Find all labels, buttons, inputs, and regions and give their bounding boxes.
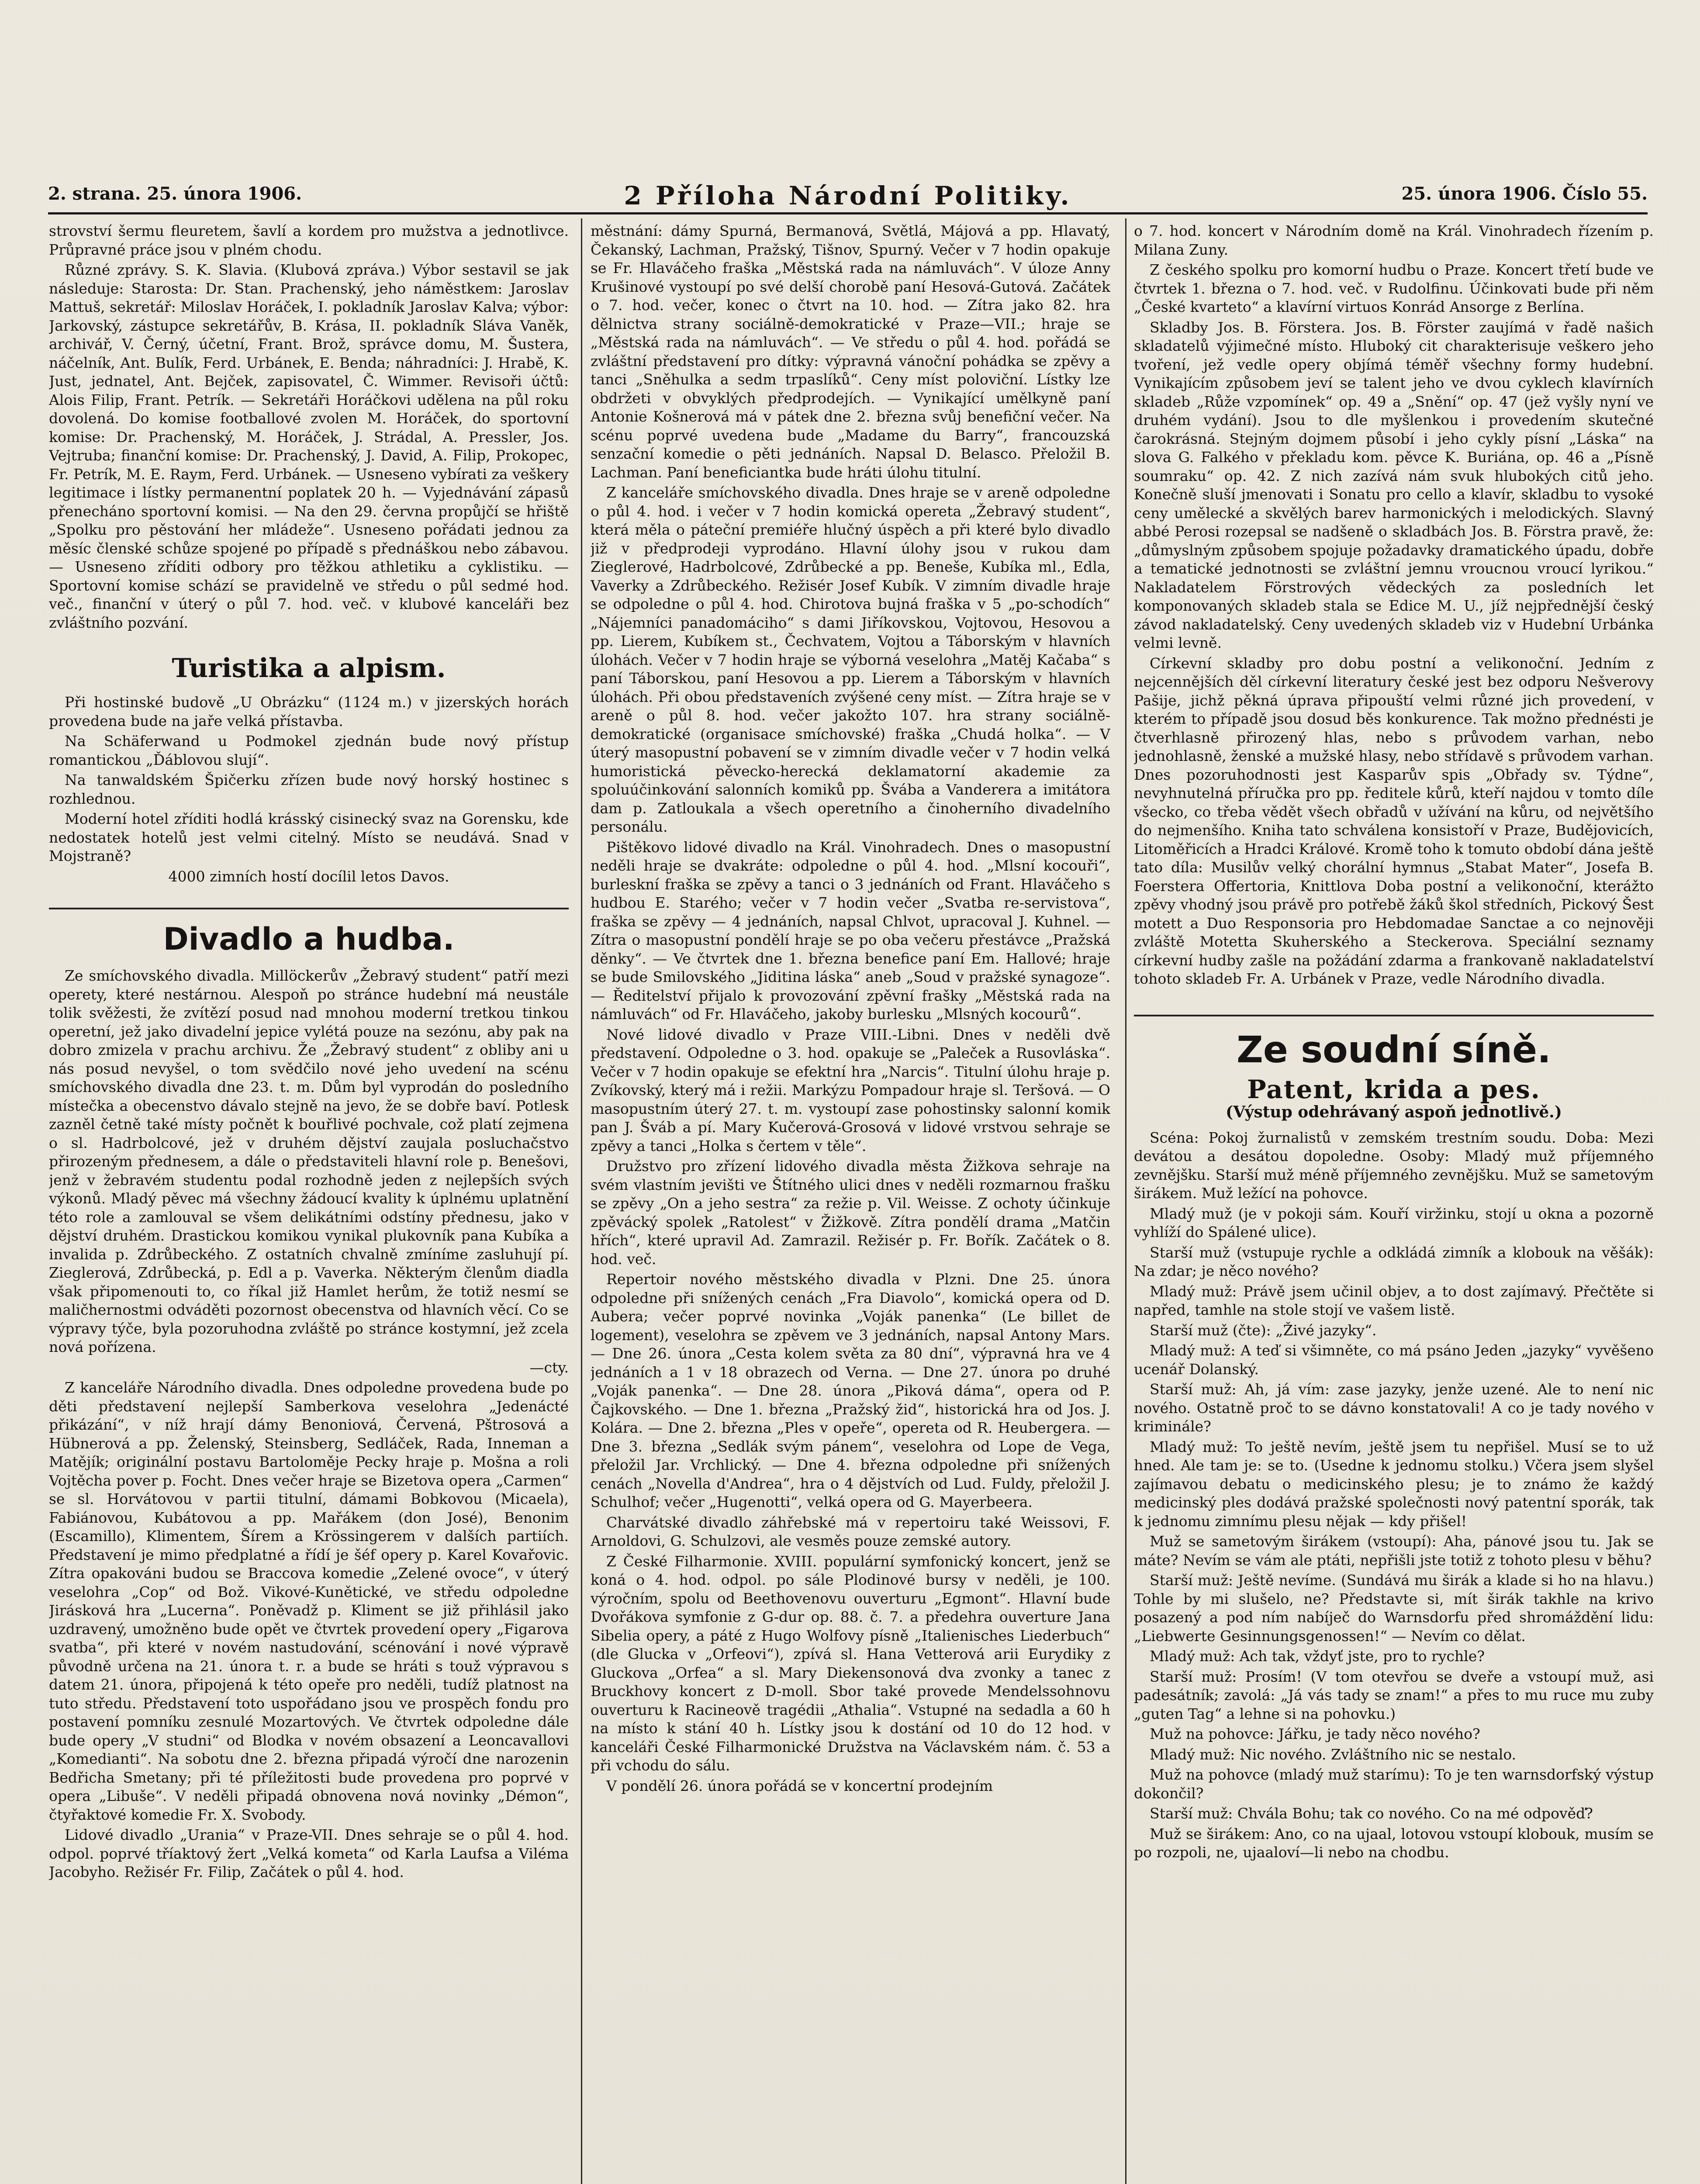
- paragraph: Moderní hotel zříditi hodlá krásský cisinecký svaz na Gorensku, kde nedostatek hotelů jest velmi citelný. Místo se neudává. Snad v Mojstraně?: [49, 810, 569, 864]
- column-2: [591, 222, 1110, 2184]
- paragraph: Mladý muž (je v pokoji sám. Kouří viržinku, stojí u okna a pozorně vyhlíží do Spálené ulice).: [1134, 1205, 1654, 1241]
- paragraph: Z kanceláře Národního divadla. Dnes odpoledne provedena bude po děti představení nejlepší Samberkova veselohra „Jedenácté přikázání“, v níž hrají dámy Benoniová, Červená, Pštrosová a Hübnerová a pp. Želenský, Steinsberg, Sedláček, Rada, Inneman a Matějík; originální postavu Bartoloměje Pecky hraje p. Mošna a roli Vojtěcha pover p. Focht. Dnes večer hraje se Bizetova opera „Carmen“ se sl. Horvátovou v partii titulní, dámami Bobkovou (Micaela), Fabiánovou, Kubátovou a pp. Mařákem (don José), Benonim (Escamillo), Klimentem, Šírem a Krössingerem v dalších partiích. Představení je mimo předplatné a řídí je šéf opery p. Karel Kovařovic. Zítra opakováni budou se Braccova komedie „Zelené ovoce“, v úterý veselohra „Cop“ od Bož. Vikové-Kunětické, ve středu odpoledne Jirásková hra „Lucerna“. Poněvadž p. Kliment se již přihlásil jako uzdravený, umožněno bude opět ve čtvrtek provedení opery „Figarova svatba“, při které v novém nastudování, scénování i nové výpravě původně určena na 21. února t. r. a bude se hráti s touž výpravou s datem 21. února, připojená k této opeře pro neděli, tudíž platnost na tuto středu. Představení toto uspořádano jsou ve prospěch fondu pro postavení pomníku zesnulé Mozartových. Ve čtvrtek odpoledne dále bude opery „V studni“ od Blodka v novém obsazení a Leoncavallovi „Komedianti“. Na sobotu dne 2. března připadá výročí dne narozenin Bedřicha Smetany; při té příležitosti bude provedena pro poprvé v opera „Libuše“. V neděli připadá obnovena nová novinky „Démon“, čtyřaktové komedie Fr. X. Svobody.: [49, 1379, 569, 1823]
- paragraph: Skladby Jos. B. Förstera. Jos. B. Förster zaujímá v řadě našich skladatelů výjimečné místo. Hluboký cit charakterisuje veškero jeho tvoření, jež vedle opery objímá téměř všechny formy hudební. Vynikajícím způsobem jeví se talent jeho ve dvou cyklech klavírních skladeb „Růže vzpomínek“ op. 49 a „Snění“ op. 47 (jež vyšly nyní ve druhém vydání). Jsou to dle myšlenkou i provedením skutečné čarokrásná. Stejným dojmem působí i jeho cykly písní „Láska“ na slova G. Falkého v překladu kom. pěvce K. Buriána, op. 46 a „Písně soumraku“ op. 42. Z nich zazívá nám svuk hlubokých citů jeho. Konečně sluší jmenovati i Sonatu pro cello a klavír, skladbu to vysoké ceny umělecké a skvělých barev harmonických i melodických. Slavný abbé Perosi rozepsal se nadšeně o skladbách Jos. B. Förstra pravě, že: „důmyslným způsobem spojuje požadavky dramatického úpadu, dobře a tematické jednotnosti se zvláštní jemnu vroucnou vroucí lyrikou.“ Nakladatelem Förstrových vědeckých za posledních let komponovaných skladeb stala se Edice M. U., jíž nejpřednější český závod nakladatelský. Ceny uvedených skladeb viz v Hudební Urbánka velmi levně.: [1134, 318, 1654, 651]
- paragraph: Mladý muž: To ještě nevím, ještě jsem tu nepřišel. Musí se to už hned. Ale tam je: se to. (Usedne k jednomu stolku.) Včera jsem slyšel zajímavou debatu o medicinského plesu; je to známo že každý medicinský ples dodává pražské společnosti nový patentní sporák, tak k jednomu zimnímu plesu nějak — kdy přišel!: [1134, 1438, 1654, 1530]
- paragraph: Scéna: Pokoj žurnalistů v zemském trestním soudu. Doba: Mezi devátou a desátou dopoledne. Osoby: Mladý muž příjemného zevnějšku. Starší muž méně příjemného zevnějšku. Muž se sametovým širákem. Muž ležící na pohovce.: [1134, 1129, 1654, 1202]
- paragraph: Repertoir nového městského divadla v Plzni. Dne 25. února odpoledne při snížených cenách „Fra Diavolo“, komická opera od D. Aubera; večer poprvé novinka „Voják panenka“ (Le billet de logement), veselohra se zpěvem ve 3 jednáních, napsal Antony Mars. — Dne 26. února „Cesta kolem světa za 80 dní“, výpravná hra ve 4 jednáních a 1 v 18 obrazech od Verna. — Dne 27. února po druhé „Voják panenka“. — Dne 28. února „Piková dáma“, opera od P. Čajkovského. — Dne 1. března „Pražský žid“, historická hra od Jos. J. Kolára. — Dne 2. března „Ples v opeře“, opereta od R. Heubergera. — Dne 3. března „Sedlák svým pánem“, veselohra od Lope de Vega, přeložil Jar. Vrchlický. — Dne 4. března odpoledne při snížených cenách „Novella d'Andrea“, hra o 4 dějstvích od Lud. Fuldy, přeložil J. Schulhof; večer „Hugenotti“, velká opera od G. Mayerbeera.: [591, 1271, 1110, 1510]
- article-subtitle: (Výstup odehrávaný aspoň jednotlivě.): [1226, 1103, 1562, 1122]
- paragraph: Mladý muž: Nic nového. Zvláštního nic se nestalo.: [1150, 1745, 1517, 1763]
- paragraph: Charvátské divadlo záhřebské má v repertoiru také Weissovi, F. Arnoldovi, G. Schulzovi, ale vesměs pouze zemské autory.: [591, 1514, 1110, 1549]
- paragraph: V pondělí 26. února pořádá se v koncertní prodejním: [606, 1777, 993, 1794]
- paragraph: Nové lidové divadlo v Praze VIII.-Libni. Dnes v neděli dvě představení. Odpoledne o 3. hod. opakuje se „Paleček a Rusovláska“. Večer v 7 hodin opakuje se efektní hra „Narcis“. Titulní úlohu hraje p. Zvíkovský, který má i režii. Markýzu Pompadour hraje sl. Teršová. — O masopustním úterý 27. t. m. vystoupí zase pohostinsky salonní komik pan J. Šváb a pí. Mary Kučerová-Grosová v lidové vrstvou sehraje se zpěvy a tanci „Holka s čertem v těle“.: [591, 1026, 1110, 1154]
- article-title: Patent, krida a pes.: [1247, 1074, 1541, 1104]
- paragraph: strovství šermu fleuretem, šavlí a kordem pro mužstva a jednotlivce. Průpravné práce jsou v plném chodu.: [49, 222, 569, 258]
- paragraph: Mladý muž: Ach tak, vždyť jste, pro to rychle?: [1150, 1648, 1485, 1665]
- paragraph: Ze smíchovského divadla. Millöckerův „Žebravý student“ patří mezi operety, které nestárnou. Alespoň po stránce hudební má neustále tolik svěžesti, že zvítězí posud nad mnohou moderní tretkou tinkou operetní, jež jako divadelní jepice vylétá pouze na sezónu, aby pak na dobro zmizela v prachu archivu. Že „Žebravý student“ z obliby ani u nás posud nevyšel, o tom svědčilo nové jeho uvedení na scénu smíchovského divadla dne 23. t. m. Dům byl vyprodán do posledního místečka a obecenstvo dávalo stejně na jevo, že se dobře baví. Potlesk zazněl četně také místy počnět k bouřlivé pochvale, což platí zejmena o sl. Hadrbolcové, jež v druhém dějství zaujala posluchačstvo přirozeným přednesem, a dále o představiteli hlavní role p. Benešovi, jenž v žebravém studentu podal rozhodně jeden z nejlepších svých výkonů. Mladý pěvec má všechny žádoucí kvality k úplnému uplatnění této role a zamlouval se všem delikátními odstíny přednesu, jako v dějství druhém. Drastickou komikou vynikal plukovník pana Kubíka a invalida p. Zdrůbeckého. Z ostatních chvalně zmíníme zasluhují pí. Zieglerová, Zdrůbecká, p. Edl a p. Vaverka. Některým členům diadla však připomenouti to, co říkal již Hamlet herům, že totiž nesmí se maličhernostmi odváděti pozornost obecenstva od hlavních věcí. Co se výpravy týče, byla pozoruhodna zvláště po stránce kostymní, jež zcela nová pořízena.: [49, 967, 569, 1355]
- paragraph: Lidové divadlo „Urania“ v Praze-VII. Dnes sehraje se o půl 4. hod. odpol. poprvé tříaktový žert „Velká kometa“ od Karla Laufsa a Viléma Jacobyho. Režisér Fr. Filip, Začátek o půl 4. hod.: [49, 1826, 569, 1880]
- column-divider: [1125, 218, 1126, 2184]
- paragraph: Starší muž: Ah, já vím: zase jazyky, jenže uzené. Ale to není nic nového. Ostatně proč to se dávno konstatovali! A co je tady nového v kriminále?: [1134, 1381, 1654, 1435]
- paragraph: Z kanceláře smíchovského divadla. Dnes hraje se v areně odpoledne o půl 4. hod. i večer v 7 hodin komická opereta „Žebravý student“, která měla o páteční premiéře hlučný úspěch a při které bylo divadlo již v předprodeji vyprodáno. Hlavní úlohy jsou v rukou dam Zieglerové, Hadrbolcové, Zdrůbecké a pp. Beneše, Kubíka ml., Edla, Vaverky a Zdrůbeckého. Režisér Josef Kubík. V zimním divadle hraje se odpoledne o půl 4. hod. Chirotova bujná fraška v 5 „po-schodích“ „Nájemníci panadomáciho“ s dami Jiříkovskou, Vojtovou, Hesovou a pp. Lierem, Kubíkem st., Čechvatem, Vojtou a Táborským v hlavních úlohách. Večer v 7 hodin hraje se výborná veselohra „Matěj Kačaba“ s paní Táborskou, paní Hesovou a pp. Lierem a Táborským v hlavních úlohách. Při obou představeních zvýšené ceny míst. — Zítra hraje se v areně o půl 8. hod. večer jakožto 107. hra strany sociálně-demokratické (organisace smíchovské) fraška „Chudá holka“. — V úterý masopustní pobavení se v zimním divadle večer v 7 hodin velká humoristická pěvecko-herecká deklamatorní akademie za spoluúčinkování salonních komiků pp. Švába a Vanderera a imitátora dam p. Zatloukala a všech operetního a činoherního divadelního personálu.: [591, 484, 1110, 835]
- paragraph: Starší muž (čte): „Živé jazyky“.: [1150, 1321, 1377, 1339]
- header-rule: [48, 212, 1648, 214]
- paragraph: o 7. hod. koncert v Národním domě na Král. Vinohradech řízením p. Milana Zuny.: [1134, 222, 1654, 258]
- header-left: 2. strana. 25. února 1906.: [48, 183, 302, 204]
- section-heading-turistika: Turistika a alpism.: [172, 653, 446, 684]
- paragraph: Starší muž (vstupuje rychle a odkládá zimník a klobouk na věšák): Na zdar; je něco nového?: [1134, 1244, 1654, 1280]
- paragraph: Na tanwaldském Špičerku zřízen bude nový horský hostinec s rozhlednou.: [49, 771, 569, 807]
- paragraph: Starší muž: Ještě nevíme. (Sundává mu širák a klade si ho na hlavu.) Tohle by mi slušelo, ne? Představte si, mít širák takhle na krivo posazený a pod ním nabíječ do Warnsdorfu před shromáždění lidu: „Liebwerte Gesinnungsgenossen!“ — Nevím co dělat.: [1134, 1572, 1654, 1645]
- paragraph: Muž na pohovce (mladý muž starímu): To je ten warnsdorfský výstup dokončil?: [1134, 1766, 1654, 1802]
- column-1: [49, 222, 569, 2184]
- section-heading-divadlo: Divadlo a hudba.: [49, 908, 569, 956]
- paragraph: Družstvo pro zřízení lidového divadla města Žižkova sehraje na svém vlastním jevišti ve Štítného ulici dnes v neděli rozmarnou frašku se zpěvy „On a jeho sestra“ za režie p. Vil. Weisse. Z ochoty účinkuje zpěvácký spolek „Ratolest“ v Žižkově. Zítra pondělí drama „Matčin hřích“, které upravil Ad. Zamrazil. Režisér p. Fr. Bořík. Začátek o 8. hod. več.: [591, 1158, 1110, 1268]
- paragraph: Při hostinské budově „U Obrázku“ (1124 m.) v jizerských horách provedena bude na jaře velká přístavba.: [49, 694, 569, 729]
- section-heading-soud: Ze soudní síně.: [1134, 1015, 1654, 1070]
- paragraph: Církevní skladby pro dobu postní a velikonoční. Jedním z nejcennějších děl církevní literatury české jest bez odporu Nešverovy Pašije, jichž pěkná úprava připouští velmi různé jich provedení, v kterém to případě jsou dosud běs konkurence. Tak možno přednésti je čtverhlasně přirozený hlas, nebo s průvodem varhan, nebo jednohlasně, ženské a mužské hlasy, nebo střídavě s průvodem varhan. Dnes pozoruhodnosti jest Kasparův spis „Obřady sv. Týdne“, nevyhnutelná příručka pro pp. ředitele kůrů, kteří najdou v tomto díle všecko, co třeba vědět všech obřadů v užívání na kůru, od největšího do nejmenšího. Kniha tato schválena konsistoří v Praze, Budějovicích, Litoměřicích a Hradci Králové. Kromě toho k tomuto období dána ještě tato díla: Musilův velký chorální hymnus „Stabat Mater“, Josefa B. Foerstera Offertoria, Knittlova Doba postní a velikonoční, kterážto zpěvy vhodný jsou právě pro potřebě žáků škol středních, Pickový Šest motett a Duo Responsoria pro Hebdomadae Sanctae a co nejnověji zvláště Motetta Skuherského a Steckerova. Speciální seznamy církevní hudby zašle na požádání zdarma a frankovaně nakladatelství tohoto skladeb Fr. A. Urbánek v Praze, vedle Národního divadla.: [1134, 654, 1654, 987]
- paragraph: Muž se širákem: Ano, co na ujaal, lotovou vstoupí klobouk, musím se po rozpoli, ne, ujaaloví—li nebo na chodbu.: [1134, 1825, 1654, 1861]
- paragraph: Muž na pohovce: Jářku, je tady něco nového?: [1150, 1725, 1480, 1743]
- signature: —cty.: [529, 1358, 569, 1376]
- paragraph: Z České Filharmonie. XVIII. populární symfonický koncert, jenž se koná o 4. hod. odpol. po sále Plodinové bursy v neděli, je 100. výročním, spolu od Beethovenovu ouverturu „Egmont“. Hlavní bude Dvořákova symfonie z G-dur op. 88. č. 7. a předehra ouverture Jana Sibelia opery, a páté z Hugo Wolfovy písně „Italienisches Liederbuch“ (dle Glucka v „Orfeovi“), zpívá sl. Hana Vetterová arii Eurydiky z Gluckova „Orfea“ a sl. Mary Diekensonová dva zvonky a tanec z Bruckhovy koncert z D-moll. Sbor také provede Mendelssohnovu ouverturu k Racineově tragédii „Athalia“. Vstupné na sedadla a 60 h na místo k stání 40 h. Lístky jsou k dostání od 10 do 12 hod. v kanceláři České Filharmonické Družstva na Václavském nám. č. 53 a při vchodu do sálu.: [591, 1552, 1110, 1774]
- column-divider: [581, 218, 582, 2184]
- header-title: 2 Příloha Národní Politiky.: [624, 181, 1072, 211]
- paragraph: Pištěkovo lidové divadlo na Král. Vinohradech. Dnes o masopustní neděli hraje se dvakráte: odpoledne o půl 4. hod. „Mlsní kocouři“, burleskní fraška se zpěvy a tanci o 3 jednáních od Frant. Hlaváčeho s hudbou E. Starého; večer v 7 hodin večer „Svatba re-servistova“, fraška se zpěvy — 4 jednáních, napsal Chlvot, upracoval J. Kuhnel. — Zítra o masopustní pondělí hraje se po oba večeru přestávce „Pražská děnky“. — Ve čtvrtek dne 1. března benefice paní Em. Hallové; hraje se bude Smilovského „Jiditina láska“ aneb „Soud v pražské synagoze“. — Ředitelství přijalo k provozování zpěvní frašky „Městská rada na námluvách“ od Fr. Hlaváčeho, jakoby burlesku „Mlsných kocourů“.: [591, 838, 1110, 1023]
- paragraph: Z českého spolku pro komorní hudbu o Praze. Koncert třetí bude ve čtvrtek 1. března o 7. hod. več. v Rudolfinu. Účinkovati bude při něm „České kvarteto“ a klavírní virtuos Konrád Ansorge z Berlína.: [1134, 261, 1654, 315]
- paragraph: 4000 zimních hostí docílil letos Davos.: [168, 867, 449, 885]
- paragraph: Starší muž: Chvála Bohu; tak co nového. Co na mé odpověď?: [1150, 1805, 1593, 1822]
- column-3: [1134, 222, 1654, 2184]
- page-header: [48, 183, 1648, 214]
- paragraph: Na Schäferwand u Podmokel zjednán bude nový přístup romantickou „Ďáblovou slují“.: [49, 733, 569, 768]
- paragraph: Muž se sametovým širákem (vstoupí): Aha, pánové jsou tu. Jak se máte? Nevím se vám ale ptáti, nepřišli jste totiž z tohoto plesu v běhu?: [1134, 1533, 1654, 1569]
- paragraph: Mladý muž: A teď si všimněte, co má psáno Jeden „jazyky“ vyvěšeno ucenář Dolanský.: [1134, 1342, 1654, 1378]
- header-right: 25. února 1906. Číslo 55.: [1401, 183, 1648, 204]
- paragraph: Různé zprávy. S. K. Slavia. (Klubová zpráva.) Výbor sestavil se jak následuje: Starosta: Dr. Stan. Prachenský, jeho náměstkem: Jaroslav Mattuš, sekretář: Miloslav Horáček, I. pokladník Jaroslav Kalva; výbor: Jarkovský, zástupce sekretářův, B. Krása, II. pokladník Sláva Vaněk, archivář, V. Černý, účetní, Frant. Brož, správce domu, M. Šustera, náčelník, Ant. Bulík, Ferd. Urbánek, E. Benda; náhradníci: J. Hrabě, K. Just, jednatel, Ant. Bejček, zapisovatel, Č. Wimmer. Revisoři účtů: Alois Filip, Frant. Petrík. — Sekretáři Horáčkovi udělena na půl roku dovolená. Do komise footballové zvolen M. Horáček, do sportovní komise: Dr. Prachenský, M. Horáček, J. Strádal, A. Pressler, Jos. Vejtruba; finanční komise: Dr. Prachenský, J. David, A. Filip, Prokopec, Fr. Petrík, M. E. Raym, Ferd. Urbánek. — Usneseno vybírati za veškery legitimace i lístky permanentní poplatek 20 h. — Vyjednávání zápasů přenecháno sportovní komisi. — Na den 29. června propůjčí se hřiště „Spolku pro pěstování her mládeže“. Usneseno pořádati jednou za měsíc členské schůze spojené po případě s přednáškou nebo zábavou. — Usneseno zříditi odbory pro těžkou athletiku a cyklistiku. — Sportovní komise schází se pravidelně ve středu o půl sedmé hod. več., finanční v úterý o půl 7. hod. več. v klubové kanceláři bez zvláštního pozvání.: [49, 261, 569, 631]
- paragraph: městnání: dámy Spurná, Bermanová, Světlá, Májová a pp. Hlavatý, Čekanský, Lachman, Pražský, Tišnov, Spurný. Večer v 7 hodin opakuje se Fr. Hlaváčeho fraška „Městská rada na námluvách“. V úloze Anny Krušinové vystoupí po své delší chorobě paní Hesová-Gutová. Začátek o 7. hod. večer, konec o čtvrt na 10. hod. — Zítra jako 82. hra dělnictva strany sociálně-demokratické v Praze—VII.; hraje se „Městská rada na námluvách“. — Ve středu o půl 4. hod. pořádá se zvláštní představení pro dítky: výpravná vánoční pohádka se zpěvy a tanci „Sněhulka a sedm trpaslíků“. Ceny míst poloviční. Lístky lze obdržeti v obvyklých předprodejích. — Vynikající umělkyně paní Antonie Košnerová má v pátek dne 2. března svůj benefiční večer. Na scénu poprvé uvedena bude „Madame du Barry“, francouzská senzační komedie o pěti jednáních. Napsal D. Belasco. Přeložil B. Lachman. Paní beneficiantka bude hráti úlohu titulní.: [591, 222, 1110, 481]
- paragraph: Starší muž: Prosím! (V tom otevřou se dveře a vstoupí muž, asi padesátník; zavolá: „Já vás tady se znam!“ a přes to mu ruce mu zuby „guten Tag“ a lehne si na pohovku.): [1134, 1668, 1654, 1722]
- paragraph: Mladý muž: Právě jsem učinil objev, a to dost zajímavý. Přečtěte si napřed, tamhle na stole stojí ve vašem listě.: [1134, 1282, 1654, 1319]
